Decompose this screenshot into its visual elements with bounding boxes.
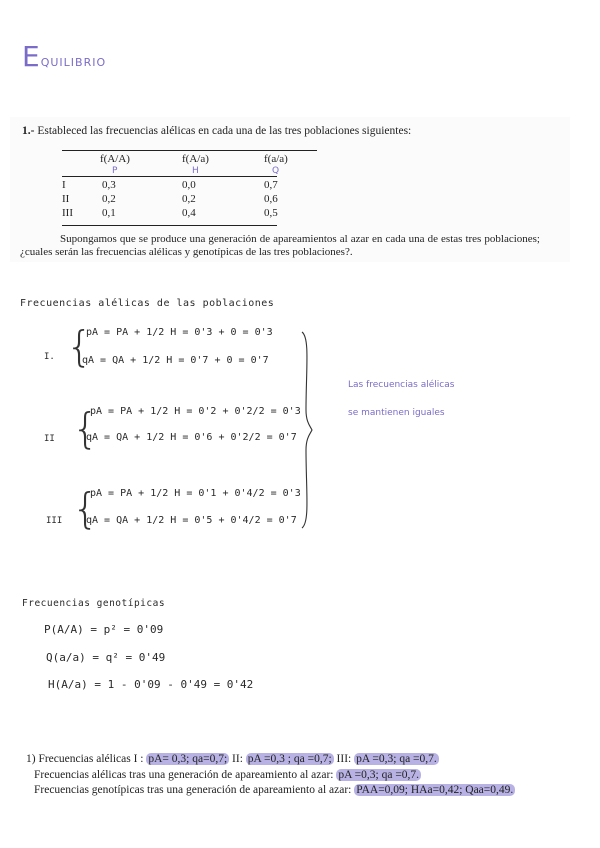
answer-prefix: Frecuencias alélicas tras una generación de apareamiento al azar: xyxy=(34,768,334,781)
row-label: III xyxy=(62,207,73,219)
answer-highlight: PAA=0,09; HAa=0,42; Qaa=0,49. xyxy=(356,784,514,796)
equation-q: qA = QA + 1/2 H = 0'6 + 0'2/2 = 0'7 xyxy=(86,432,297,443)
table-cell: 0,7 xyxy=(264,179,278,191)
problem-text: Estableced las frecuencias alélicas en cada una de las tres poblaciones siguientes: xyxy=(37,125,412,137)
answer-line-3 xyxy=(26,783,574,799)
genotypic-equation: Q(a/a) = q² = 0'49 xyxy=(46,651,166,664)
equation-p: pA = PA + 1/2 H = 0'2 + 0'2/2 = 0'3 xyxy=(90,406,301,417)
genotypic-heading: Frecuencias genotípicas xyxy=(22,598,166,609)
answer-line-1 xyxy=(26,752,574,768)
table-bottom-rule xyxy=(62,225,277,226)
answer-label: III: xyxy=(336,753,352,765)
table-cell: 0,6 xyxy=(264,193,278,205)
answer-line-2 xyxy=(26,768,574,784)
equation-p: pA = PA + 1/2 H = 0'1 + 0'4/2 = 0'3 xyxy=(90,488,301,499)
answer-highlight: pA =0,3 ; qa =0,7; xyxy=(247,753,332,765)
table-cell: 0,3 xyxy=(102,179,116,191)
answer-highlight: pA= 0,3; qa=0,7; xyxy=(148,753,228,765)
header-aa: f(a/a) xyxy=(264,153,288,165)
answer-prefix: Frecuencias genotípicas tras una generación de apareamiento al azar: xyxy=(34,784,352,796)
row-label: II xyxy=(62,193,70,205)
answer-prefix: 1) Frecuencias alélicas I : xyxy=(26,753,144,765)
table-cell: 0,2 xyxy=(182,193,196,205)
genotypic-equation: H(A/a) = 1 - 0'09 - 0'49 = 0'42 xyxy=(48,678,254,691)
brace-left: { xyxy=(72,484,99,533)
allelic-heading: Frecuencias alélicas de las poblaciones xyxy=(20,298,275,309)
population-label: II xyxy=(44,434,55,444)
population-label: III xyxy=(46,516,63,526)
equation-p: pA = PA + 1/2 H = 0'3 + 0 = 0'3 xyxy=(86,327,273,338)
header-sub-Q: Q xyxy=(272,166,280,176)
title-rest: quilibrio xyxy=(40,52,107,70)
brace-left: { xyxy=(66,322,93,371)
table-cell: 0,1 xyxy=(102,207,116,219)
answer-highlight: pA =0,3; qa =0,7. xyxy=(338,768,420,781)
header-Aa: f(A/a) xyxy=(182,153,209,165)
table-mid-rule xyxy=(62,176,277,177)
title-initial: E xyxy=(22,40,41,73)
side-note-line1: Las frecuencias alélicas xyxy=(348,380,455,390)
answer-label: II: xyxy=(232,753,243,765)
table-cell: 0,0 xyxy=(182,179,196,191)
header-sub-H: H xyxy=(192,166,199,176)
brace-left: { xyxy=(72,404,99,453)
equation-q: qA = QA + 1/2 H = 0'7 + 0 = 0'7 xyxy=(82,355,269,366)
problem-title xyxy=(22,125,411,137)
population-label: I. xyxy=(44,352,55,362)
header-AA: f(A/A) xyxy=(100,153,130,165)
table-cell: 0,4 xyxy=(182,207,196,219)
side-note-line2: se mantienen iguales xyxy=(348,408,445,418)
equation-q: qA = QA + 1/2 H = 0'5 + 0'4/2 = 0'7 xyxy=(86,515,297,526)
table-cell: 0,2 xyxy=(102,193,116,205)
answer-highlight: pA =0,3; qa =0,7. xyxy=(356,753,437,765)
table-top-rule xyxy=(62,150,317,151)
problem-number: 1.- xyxy=(22,125,35,137)
big-right-brace xyxy=(298,330,314,530)
answer-block xyxy=(26,752,574,800)
problem-statement xyxy=(10,117,570,262)
table-cell: 0,5 xyxy=(264,207,278,219)
row-label: I xyxy=(62,179,66,191)
header-sub-P: P xyxy=(112,166,118,176)
genotypic-equation: P(A/A) = p² = 0'09 xyxy=(44,623,164,636)
page-title xyxy=(22,40,106,73)
problem-paragraph: Supongamos que se produce una generación de apareamientos al azar en cada una de estas tres poblaciones; ¿cuales serán las frecuencias alélicas y genotípicas de las tres poblaciones?. xyxy=(20,233,540,258)
